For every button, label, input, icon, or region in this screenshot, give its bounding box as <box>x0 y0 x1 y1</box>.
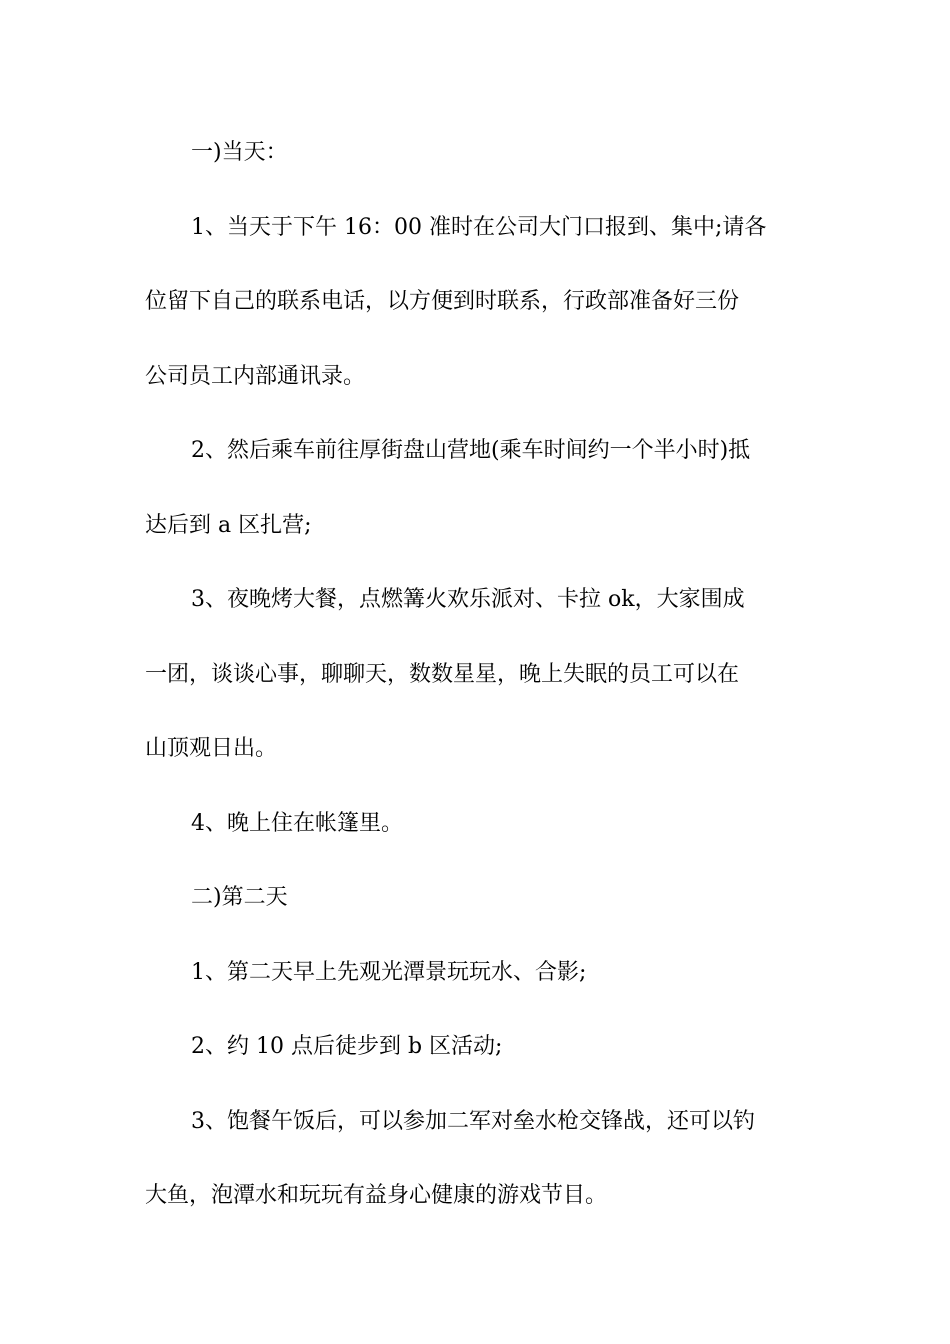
paragraph-line: 2、然后乘车前往厚街盘山营地(乘车时间约一个半小时)抵 <box>191 438 751 463</box>
paragraph-line: 位留下自己的联系电话，以方便到时联系，行政部准备好三份 <box>145 289 740 314</box>
document-body <box>145 128 810 1246</box>
paragraph-line: 3、夜晚烤大餐，点燃篝火欢乐派对、卡拉 ok，大家围成 <box>191 587 745 612</box>
paragraph-line: 4、晚上住在帐篷里。 <box>191 810 403 836</box>
paragraph-line: 3、饱餐午饭后，可以参加二军对垒水枪交锋战，还可以钓 <box>191 1108 755 1134</box>
paragraph-line: 公司员工内部通讯录。 <box>145 363 366 389</box>
section-heading-day-one: 一)当天： <box>191 140 288 165</box>
paragraph-line: 1、第二天早上先观光潭景玩玩水、合影; <box>191 959 587 985</box>
paragraph-line: 1、当天于下午 16：00 准时在公司大门口报到、集中;请各 <box>191 214 767 240</box>
section-heading-day-two: 二)第二天 <box>191 885 288 910</box>
paragraph-line: 2、约 10 点后徒步到 b 区活动; <box>191 1034 503 1059</box>
paragraph-line: 山顶观日出。 <box>145 736 278 761</box>
paragraph-line: 一团，谈谈心事，聊聊天，数数星星，晚上失眠的员工可以在 <box>145 661 740 687</box>
paragraph-line: 大鱼，泡潭水和玩玩有益身心健康的游戏节目。 <box>145 1183 608 1208</box>
paragraph-line: 达后到 a 区扎营; <box>145 512 312 538</box>
